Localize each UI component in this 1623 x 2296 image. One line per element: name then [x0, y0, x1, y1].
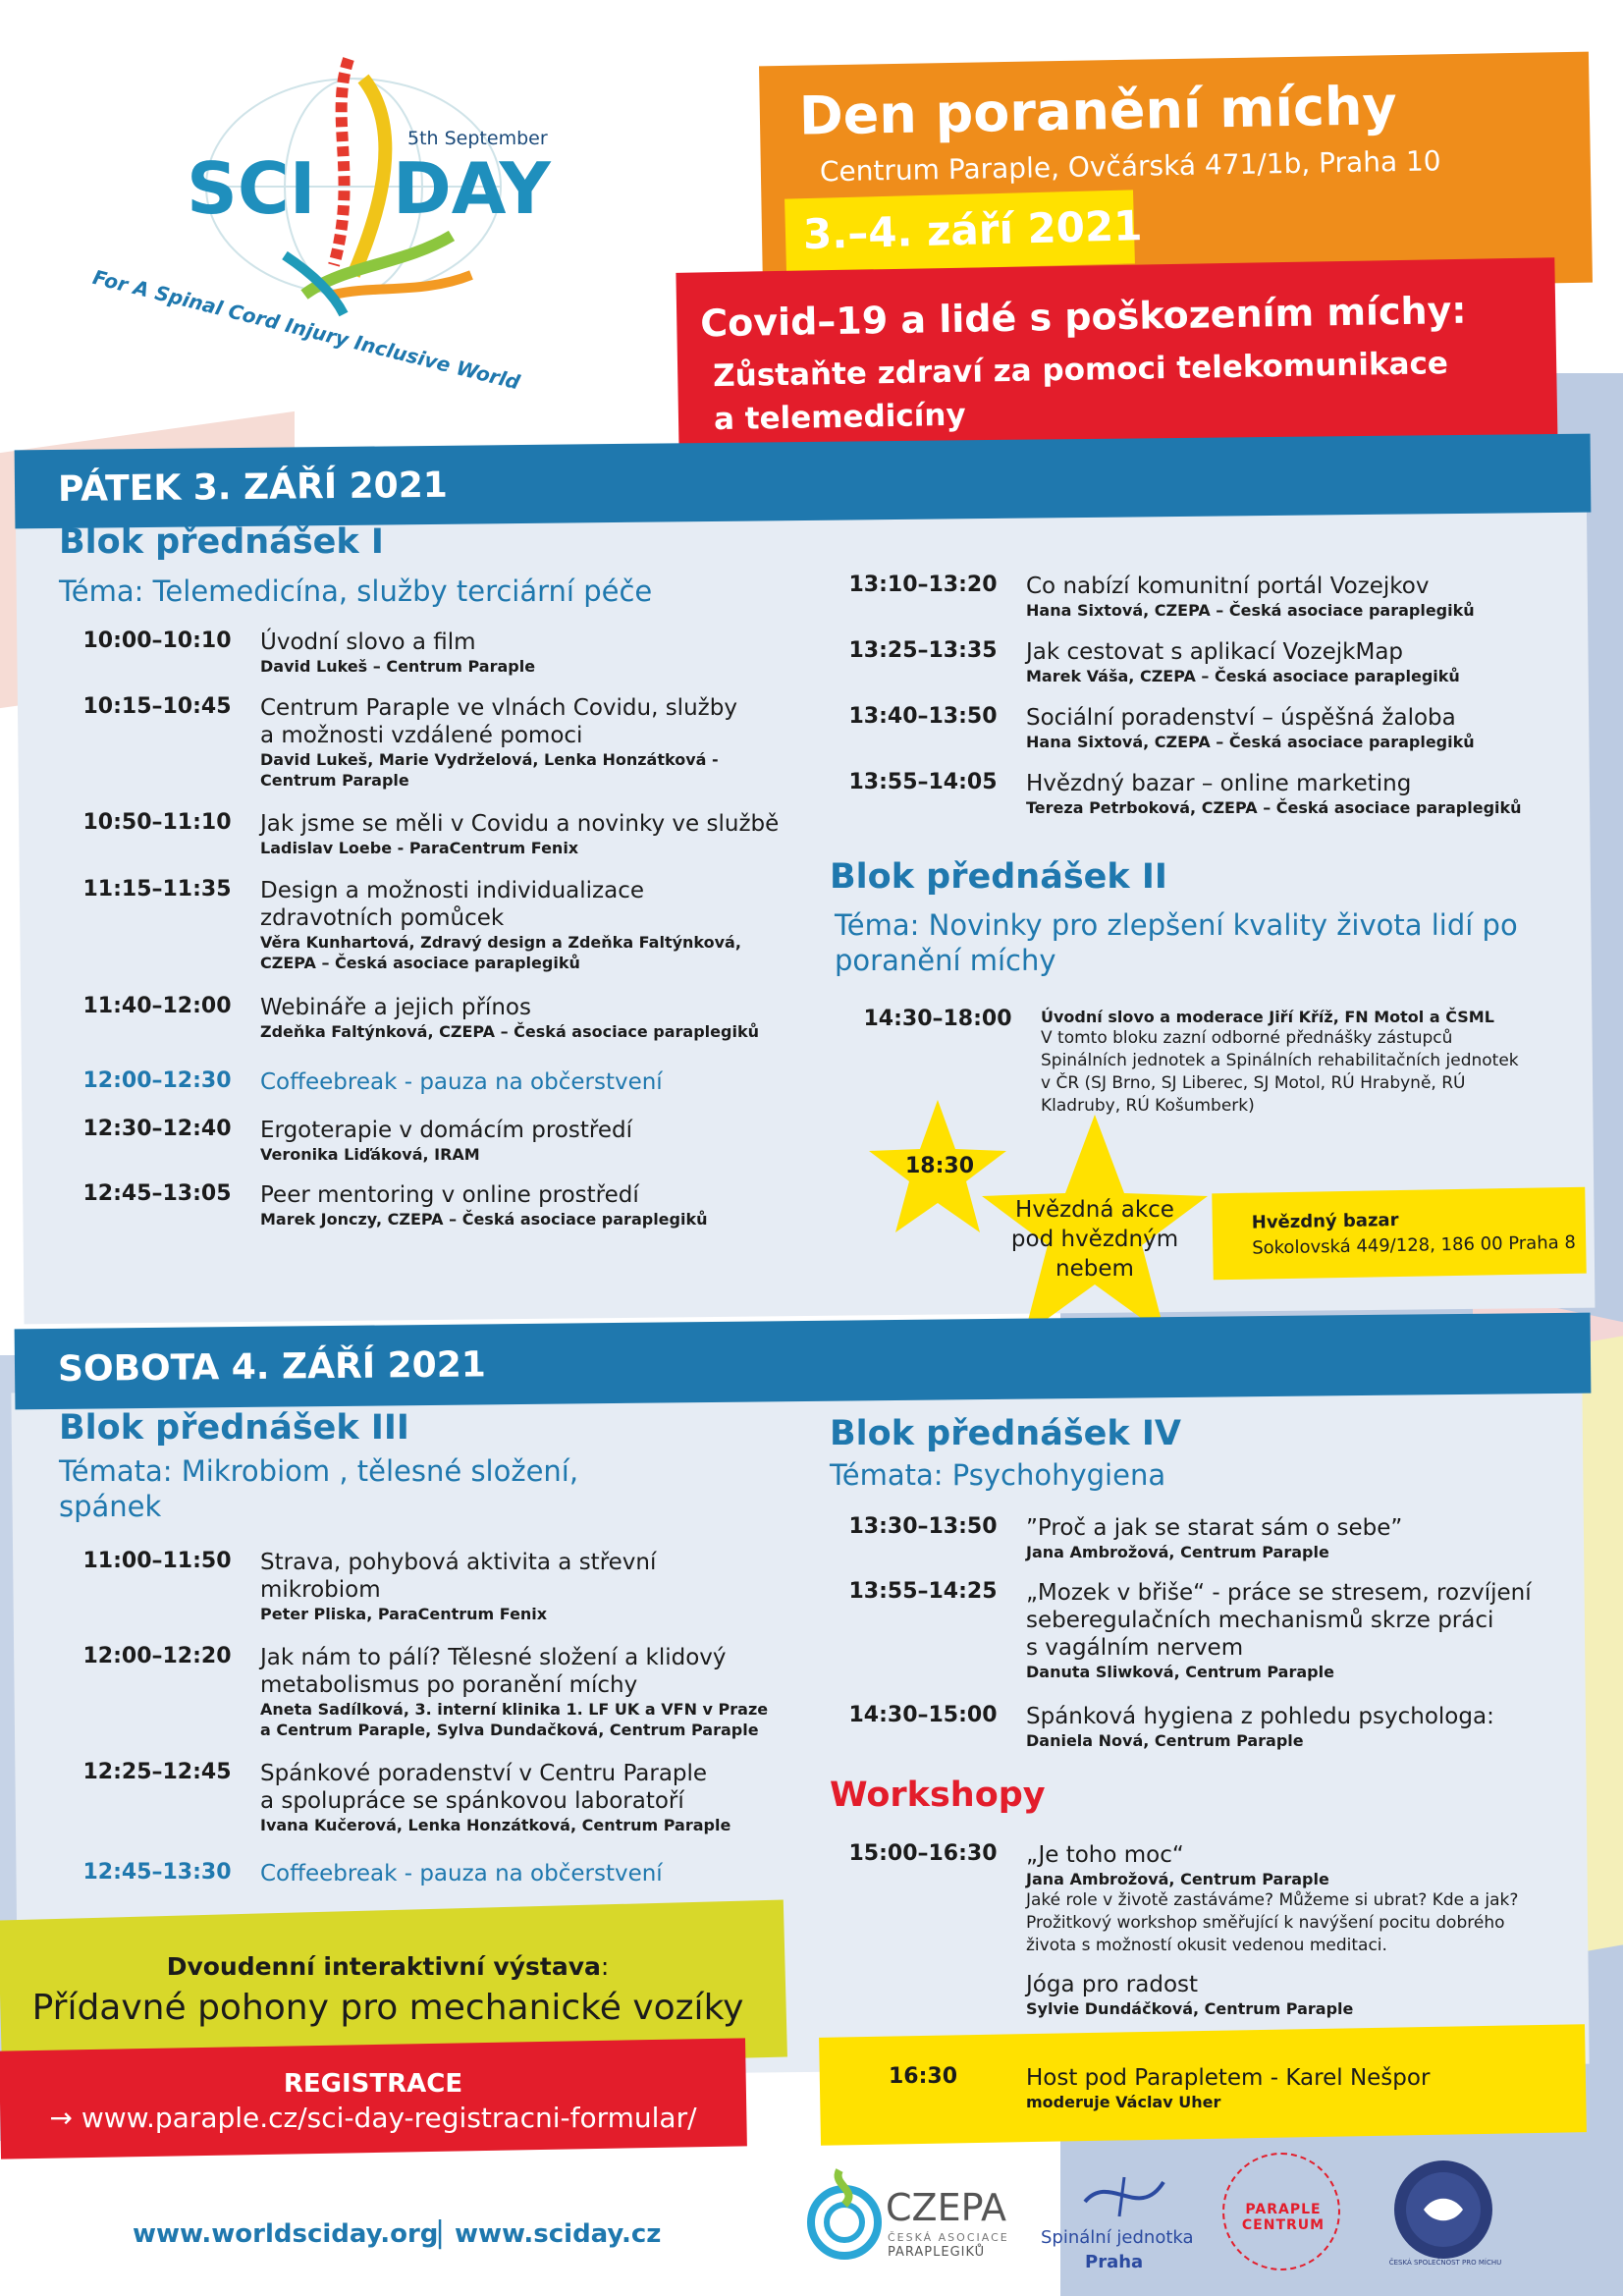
- session: [74, 1760, 730, 1835]
- block2-title: Blok přednášek II: [830, 857, 1167, 897]
- session: [74, 1644, 768, 1740]
- session-time: 16:30: [888, 2064, 958, 2089]
- session-title: Spánkové poradenství v Centru Paraple: [260, 1761, 708, 1786]
- session-title: „Mozek v břiše“ - práce se stresem, rozvíjení: [1026, 1580, 1532, 1606]
- workshop-title: „Je toho moc“: [1026, 1842, 1184, 1868]
- session-time: 13:55–14:05: [848, 770, 998, 794]
- paraple-ring-text: PARAPLE CENTRUM: [1241, 2202, 1325, 2233]
- session-speaker: Daniela Nová, Centrum Paraple: [1026, 1731, 1304, 1750]
- session: [839, 1579, 1532, 1682]
- logo-date-tag: 5th September: [407, 128, 548, 149]
- session: [74, 994, 759, 1042]
- workshop: [839, 1841, 1518, 2019]
- session-speaker: David Lukeš – Centrum Paraple: [260, 657, 536, 676]
- exhibition-colon: :: [600, 1952, 610, 1981]
- star-label: [987, 1195, 1203, 1284]
- footer-link-sciday[interactable]: www.sciday.cz: [455, 2219, 662, 2249]
- session-title: Coffeebreak - pauza na občerstvení: [260, 1861, 663, 1886]
- subject-sub2: a telemedicíny: [713, 397, 966, 438]
- session-speaker: Ladislav Loebe - ParaCentrum Fenix: [260, 839, 579, 857]
- subject-title: Covid–19 a lidé s poškozením míchy:: [699, 288, 1467, 346]
- session-title: Jak nám to pálí? Tělesné složení a klidový: [260, 1645, 727, 1670]
- coffeebreak: [74, 1860, 663, 1887]
- session-speaker: David Lukeš, Marie Vydrželová, Lenka Honzátková -: [260, 750, 719, 769]
- coffeebreak: [74, 1068, 663, 1096]
- session: [74, 694, 737, 791]
- session: [74, 810, 779, 858]
- session-title: Ergoterapie v domácím prostředí: [260, 1118, 632, 1143]
- exhibition-label: Dvoudenní interaktivní výstava: [166, 1952, 601, 1981]
- exhibition-name: Přídavné pohony pro mechanické vozíky: [31, 1988, 744, 2028]
- session-speaker: CZEPA – Česká asociace paraplegiků: [260, 954, 580, 972]
- session-speaker: Věra Kunhartová, Zdravý design a Zdeňka Faltýnková,: [260, 933, 741, 952]
- block1-title: Blok přednášek I: [59, 522, 384, 562]
- session-time: 12:00–12:30: [82, 1068, 232, 1093]
- block2-desc: Spinálních jednotek a Spinálních rehabilitačních jednotek: [1041, 1051, 1519, 1070]
- block1-theme: Téma: Telemedicína, služby terciární péče: [59, 574, 653, 608]
- session-time: 12:00–12:20: [82, 1644, 232, 1668]
- session-speaker: Zdeňka Faltýnková, CZEPA – Česká asociace paraplegiků: [260, 1022, 759, 1041]
- session-title: ”Proč a jak se starat sám o sebe”: [1026, 1515, 1403, 1541]
- session: [839, 573, 1475, 621]
- block2-theme-line2: poranění míchy: [835, 944, 1056, 977]
- session-speaker: Hana Sixtová, CZEPA – Česká asociace paraplegiků: [1026, 733, 1475, 751]
- exhibition-heading: [0, 1952, 776, 1981]
- session-title: Úvodní slovo a film: [260, 629, 476, 655]
- session-speaker: Danuta Sliwková, Centrum Paraple: [1026, 1663, 1334, 1681]
- session-title: Webináře a jejich přínos: [260, 995, 531, 1020]
- friday-day-bar: [15, 434, 1592, 529]
- session-speaker: Veronika Liďáková, IRAM: [260, 1145, 480, 1164]
- session-title: Spánková hygiena z pohledu psychologa:: [1026, 1704, 1494, 1729]
- session-time: 10:50–11:10: [82, 810, 232, 835]
- session: [839, 770, 1522, 818]
- session-title: Jak cestovat s aplikací VozejkMap: [1026, 639, 1404, 665]
- block4-theme: Témata: Psychohygiena: [830, 1458, 1166, 1492]
- session-speaker: Marek Váša, CZEPA – Česká asociace paraplegiků: [1026, 667, 1460, 685]
- guest-moderator: moderuje Václav Uher: [1026, 2093, 1221, 2111]
- footer-separator: |: [435, 2215, 446, 2250]
- block3-title: Blok přednášek III: [59, 1408, 409, 1448]
- star-place-address: Sokolovská 449/128, 186 00 Praha 8: [1252, 1231, 1577, 1259]
- star-time: 18:30: [905, 1154, 975, 1178]
- session: [74, 629, 535, 677]
- subject-box: [676, 257, 1557, 460]
- workshop-speaker: Sylvie Dundáčková, Centrum Paraple: [1026, 1999, 1354, 2018]
- session-title: a možnosti vzdálené pomoci: [260, 723, 583, 748]
- czepa-logo-icon: [800, 2165, 889, 2264]
- workshop-title: Jóga pro radost: [1026, 1972, 1199, 1997]
- session-time: 11:00–11:50: [82, 1549, 232, 1573]
- subject-sub1: Zůstaňte zdraví za pomoci telekomunikace: [712, 346, 1449, 395]
- session-time: 10:15–10:45: [82, 694, 232, 719]
- session-speaker: Hana Sixtová, CZEPA – Česká asociace paraplegiků: [1026, 601, 1475, 620]
- guest-session: [839, 2064, 1430, 2112]
- session-title: a spolupráce se spánkovou laboratoří: [260, 1788, 684, 1814]
- session-time: 10:00–10:10: [82, 629, 232, 653]
- session-speaker: Ivana Kučerová, Lenka Honzátková, Centrum Paraple: [260, 1816, 731, 1834]
- block3-theme-line1: Témata: Mikrobiom , tělesné složení,: [59, 1454, 579, 1488]
- block2-desc: Kladruby, RÚ Košumberk): [1041, 1096, 1255, 1116]
- session-time: 14:30–15:00: [848, 1703, 998, 1727]
- session-title: Design a možnosti individualizace: [260, 878, 644, 903]
- session-title: Co nabízí komunitní portál Vozejkov: [1026, 574, 1430, 599]
- workshop-desc: Prožitkový workshop směřující k navýšení pocitu dobrého: [1026, 1913, 1505, 1933]
- registration-label: REGISTRACE: [283, 2069, 463, 2099]
- session: [74, 1549, 656, 1624]
- block2-theme-line1: Téma: Novinky pro zlepšení kvality života lidí po: [835, 908, 1518, 942]
- session-speaker: a Centrum Paraple, Sylva Dundačková, Centrum Paraple: [260, 1721, 759, 1739]
- block3-theme-line2: spánek: [59, 1490, 162, 1523]
- session-time: 12:25–12:45: [82, 1760, 232, 1784]
- session-time: 12:45–13:30: [82, 1860, 232, 1885]
- session-speaker: Aneta Sadílková, 3. interní klinika 1. LF UK a VFN v Praze: [260, 1700, 769, 1719]
- session-title: Strava, pohybová aktivita a střevní: [260, 1550, 657, 1575]
- session-time: 13:10–13:20: [848, 573, 998, 597]
- session: [74, 877, 741, 973]
- workshops-title: Workshopy: [830, 1776, 1046, 1815]
- spinal-unit-line2: Praha: [1085, 2252, 1144, 2272]
- workshop-speaker: Jana Ambrožová, Centrum Paraple: [1026, 1870, 1329, 1888]
- session-title: Peer mentoring v online prostředí: [260, 1182, 639, 1208]
- star-place-box: [1212, 1187, 1586, 1281]
- session-title: Coffeebreak - pauza na občerstvení: [260, 1069, 663, 1095]
- session-title: metabolismus po poranění míchy: [260, 1672, 638, 1698]
- session-time: 13:55–14:25: [848, 1579, 998, 1604]
- saturday-day-label: SOBOTA 4. ZÁŘÍ 2021: [57, 1343, 487, 1390]
- session: [74, 1181, 708, 1230]
- session-time: 13:40–13:50: [848, 704, 998, 729]
- sciday-logo: [90, 39, 619, 395]
- spinal-unit-icon: [1080, 2172, 1168, 2221]
- logo-day: DAY: [393, 147, 551, 230]
- footer-link-worldsciday[interactable]: www.worldsciday.org: [133, 2219, 439, 2249]
- session-title: s vagálním nervem: [1026, 1635, 1244, 1661]
- workshop-desc: Jaké role v životě zastáváme? Můžeme si ubrat? Kde a jak?: [1026, 1890, 1519, 1910]
- session-time: 12:45–13:05: [82, 1181, 232, 1206]
- session-time: 15:00–16:30: [848, 1841, 998, 1866]
- session-speaker: Peter Pliska, ParaCentrum Fenix: [260, 1605, 548, 1623]
- session: [839, 1514, 1402, 1562]
- csml-caption: ČESKÁ SPOLEČNOST PRO MÍCHU: [1388, 2259, 1502, 2267]
- czepa-name: CZEPA: [886, 2186, 1007, 2229]
- session: [839, 1703, 1494, 1751]
- logo-tagline: For A Spinal Cord Injury Inclusive World: [90, 265, 522, 395]
- session-speaker: Centrum Paraple: [260, 771, 409, 790]
- session-title: Hvězdný bazar – online marketing: [1026, 771, 1412, 796]
- block2-head: Úvodní slovo a moderace Jiří Kříž, FN Motol a ČSML: [1041, 1008, 1494, 1026]
- session-speaker: Marek Jonczy, CZEPA – Česká asociace paraplegiků: [260, 1210, 708, 1229]
- session-time: 13:30–13:50: [848, 1514, 998, 1539]
- workshop-desc: života s možností okusit vedenou meditaci.: [1026, 1936, 1387, 1955]
- star-label-line: pod hvězdným: [1010, 1227, 1179, 1252]
- saturday-day-bar: [15, 1313, 1592, 1410]
- session: [839, 638, 1460, 686]
- event-title: Den poranění míchy: [798, 75, 1398, 147]
- block2-desc: v ČR (SJ Brno, SJ Liberec, SJ Motol, RÚ Hrabyně, RÚ: [1041, 1073, 1466, 1093]
- session-title: mikrobiom: [260, 1577, 381, 1603]
- star-label-line: nebem: [1055, 1256, 1134, 1282]
- block4-title: Blok přednášek IV: [830, 1414, 1181, 1453]
- spinal-unit-line1: Spinální jednotka: [1041, 2227, 1194, 2248]
- registration-link[interactable]: → www.paraple.cz/sci-day-registracni-formular/: [49, 2102, 697, 2134]
- session-speaker: Tereza Petrboková, CZEPA – Česká asociace paraplegiků: [1026, 798, 1522, 817]
- session-time: 13:25–13:35: [848, 638, 998, 663]
- session-time: 11:15–11:35: [82, 877, 232, 902]
- block2-desc: V tomto bloku zazní odborné přednášky zástupců: [1041, 1028, 1453, 1048]
- session: [839, 704, 1475, 752]
- session-time: 11:40–12:00: [82, 994, 232, 1018]
- czepa-sub1: ČESKÁ ASOCIACE: [888, 2231, 1009, 2244]
- guest-title: Host pod Parapletem - Karel Nešpor: [1026, 2065, 1431, 2091]
- session-speaker: Jana Ambrožová, Centrum Paraple: [1026, 1543, 1329, 1561]
- event-dates: 3.–4. září 2021: [802, 201, 1143, 259]
- session-title: Sociální poradenství – úspěšná žaloba: [1026, 705, 1456, 731]
- session-title: seberegulačních mechanismů skrze práci: [1026, 1608, 1494, 1633]
- star-label-line: Hvězdná akce: [1015, 1197, 1174, 1223]
- session-time: 12:30–12:40: [82, 1117, 232, 1141]
- session: [74, 1117, 632, 1165]
- dates-box: [784, 190, 1143, 272]
- czepa-sub2: PARAPLEGIKŮ: [888, 2245, 986, 2260]
- paraple-logo: [1222, 2153, 1340, 2270]
- logo-sci: SCI: [187, 147, 316, 230]
- event-address: Centrum Paraple, Ovčárská 471/1b, Praha 10: [819, 144, 1441, 189]
- star-place-name: Hvězdný bazar: [1251, 1210, 1399, 1233]
- registration-box: [0, 2038, 747, 2159]
- friday-day-label: PÁTEK 3. ZÁŘÍ 2021: [57, 465, 449, 510]
- session-time: 14:30–18:00: [863, 1007, 1012, 1031]
- csml-logo-icon: [1389, 2156, 1497, 2264]
- session-title: zdravotních pomůcek: [260, 905, 505, 931]
- session-title: Centrum Paraple ve vlnách Covidu, služby: [260, 695, 737, 721]
- session-title: Jak jsme se měli v Covidu a novinky ve službě: [260, 811, 780, 837]
